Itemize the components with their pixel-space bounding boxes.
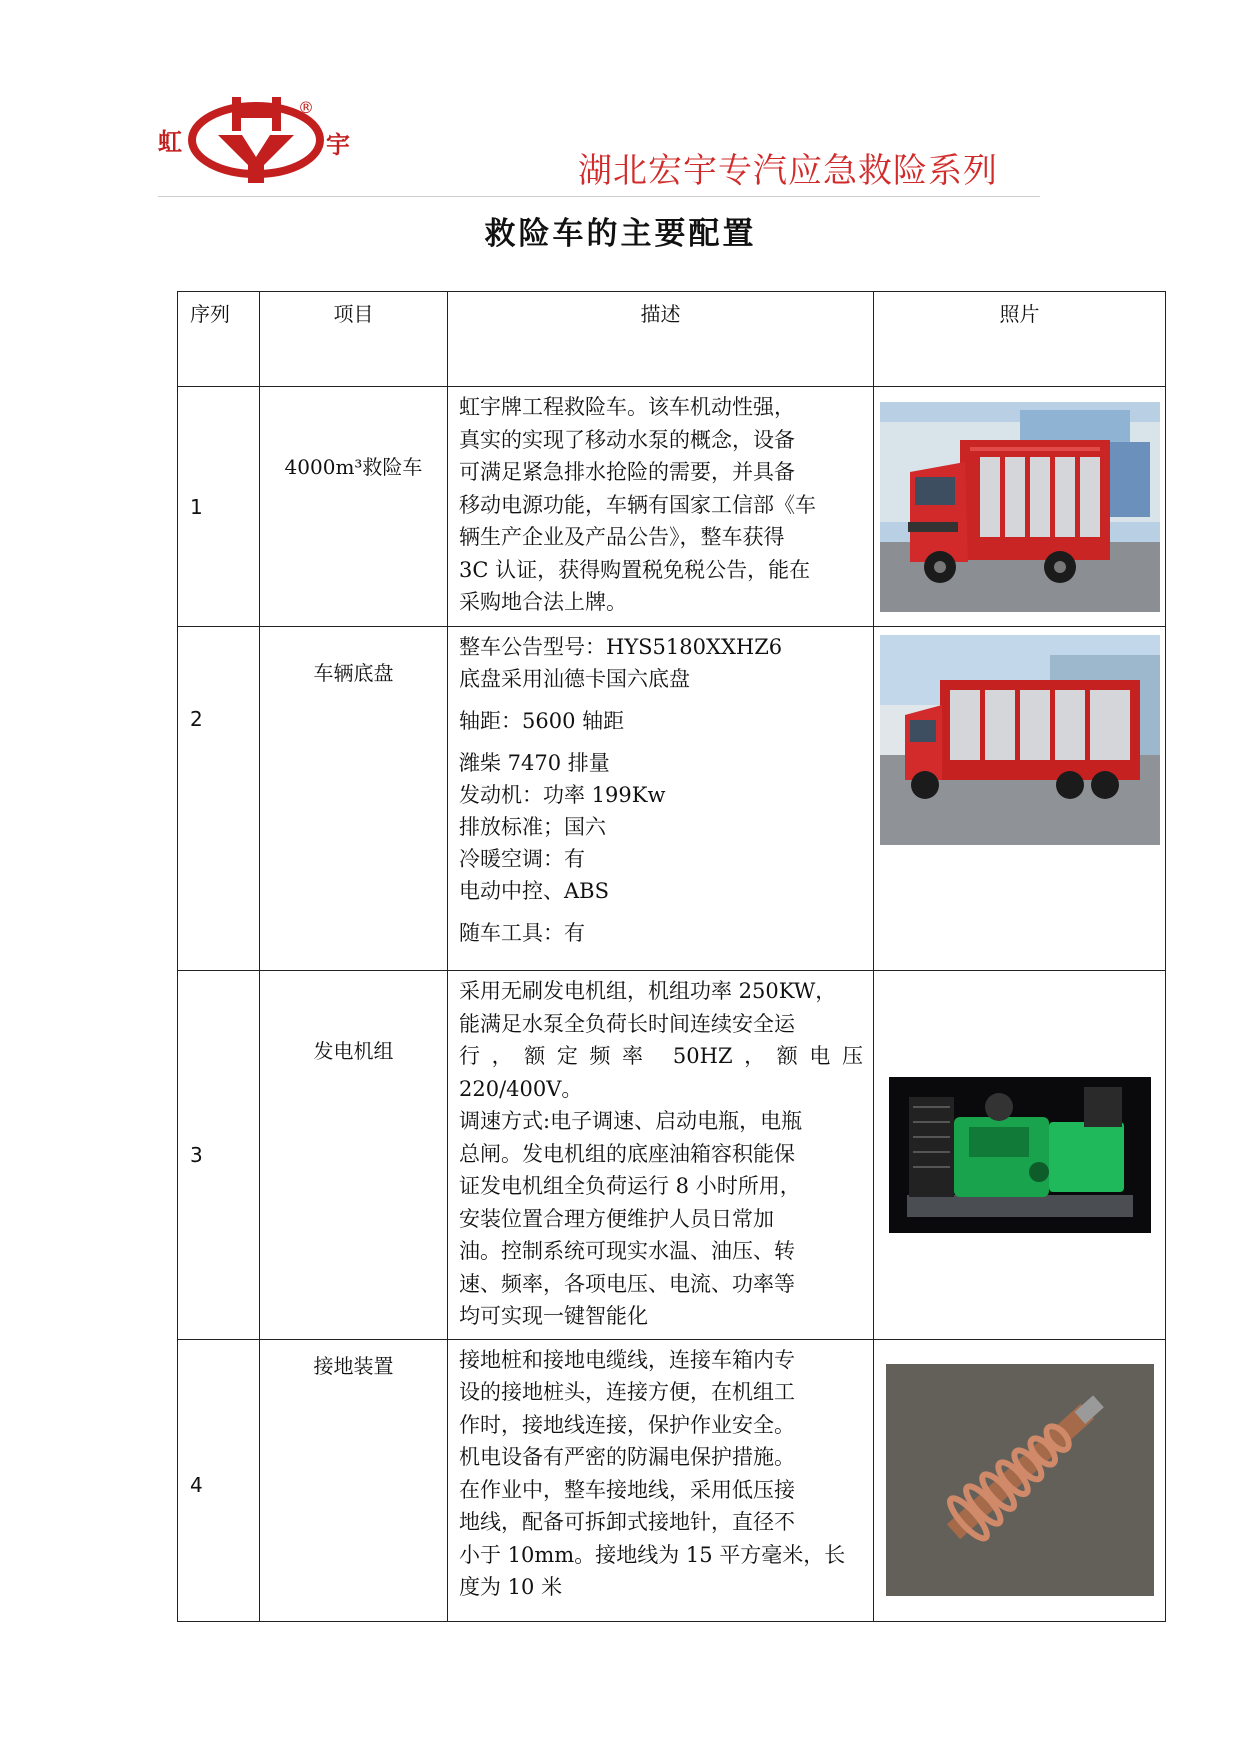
row-no: 4: [178, 1339, 260, 1621]
desc-line: 3C 认证，获得购置税免税公告，能在: [459, 557, 811, 582]
desc-line: 作时，接地线连接，保护作业安全。: [459, 1412, 795, 1437]
desc-line: 行，额定频率 50HZ，额电压 220/400V。: [459, 1044, 863, 1101]
desc-line: 采用无刷发电机组，机组功率 250KW，: [459, 979, 837, 1003]
desc-line: 地线，配备可拆卸式接地针，直径不: [459, 1510, 795, 1534]
desc-line: 随车工具：有: [459, 921, 585, 945]
green-generator-photo: [889, 1077, 1151, 1233]
desc-line: 轴距：5600 轴距: [459, 709, 625, 733]
row-no: 2: [178, 627, 260, 971]
desc-line: 可满足紧急排水抢险的需要，并具备: [459, 460, 795, 484]
desc-line: 潍柴 7470 排量: [459, 751, 610, 775]
grounding-spike-photo: [886, 1364, 1154, 1596]
row-item: 4000m³救险车: [260, 387, 448, 627]
table-row: [178, 1339, 1166, 1621]
desc-line: 辆生产企业及产品公告》，整车获得: [459, 525, 785, 549]
header-desc: 描述: [448, 292, 874, 387]
row-item: 车辆底盘: [260, 627, 448, 971]
config-table: [177, 291, 1166, 1622]
desc-line: 速、频率，各项电压、电流、功率等: [459, 1271, 795, 1296]
logo-right-char: 宇: [326, 130, 350, 159]
row-desc: [448, 387, 874, 627]
row-item: 发电机组: [260, 971, 448, 1340]
desc-line: 排放标准；国六: [459, 815, 606, 839]
document-title: 救险车的主要配置: [484, 216, 757, 252]
logo-left-char: 虹: [158, 127, 182, 156]
desc-line: 均可实现一键智能化: [459, 1304, 648, 1328]
row-desc: [448, 1339, 874, 1621]
desc-line: 虹宇牌工程救险车。该车机动性强，: [459, 395, 795, 419]
table-header-row: [178, 292, 1166, 387]
desc-line: 能满足水泵全负荷长时间连续安全运: [459, 1011, 795, 1036]
desc-line: 设的接地桩头，连接方便，在机组工: [459, 1380, 795, 1404]
series-title: 湖北宏宇专汽应急救险系列: [578, 151, 998, 191]
red-rescue-truck-front-photo: [880, 402, 1160, 612]
row-desc: [448, 971, 874, 1340]
row-photo: [874, 971, 1166, 1340]
desc-line: 底盘采用汕德卡国六底盘: [459, 667, 690, 691]
row-item: 接地装置: [260, 1339, 448, 1621]
desc-line: 证发电机组全负荷运行 8 小时所用，: [459, 1174, 801, 1198]
desc-line: 接地桩和接地电缆线，连接车箱内专: [459, 1347, 795, 1372]
row-photo: [874, 627, 1166, 971]
row-no: 3: [178, 971, 260, 1340]
desc-line: 机电设备有严密的防漏电保护措施。: [459, 1445, 795, 1469]
header-photo: 照片: [874, 292, 1166, 387]
desc-line: 电动中控、ABS: [459, 879, 609, 903]
red-rescue-truck-side-photo: [880, 635, 1160, 845]
row-photo: [874, 1339, 1166, 1621]
header-item: 项目: [260, 292, 448, 387]
desc-line: 冷暖空调：有: [459, 847, 585, 871]
table-row: [178, 971, 1166, 1340]
desc-line: 移动电源功能，车辆有国家工信部《车: [459, 492, 816, 517]
row-desc: [448, 627, 874, 971]
desc-line: 调速方式:电子调速、启动电瓶，电瓶: [459, 1109, 803, 1133]
header-divider: [158, 196, 1040, 197]
row-no: 1: [178, 387, 260, 627]
desc-line: 真实的实现了移动水泵的概念，设备: [459, 427, 795, 452]
table-row: [178, 387, 1166, 627]
row-photo: [874, 387, 1166, 627]
registered-mark: ®: [298, 98, 314, 117]
desc-line: 小于 10mm。接地线为 15 平方毫米，长: [459, 1542, 846, 1567]
desc-line: 油。控制系统可现实水温、油压、转: [459, 1239, 795, 1263]
desc-line: 度为 10 米: [459, 1575, 563, 1599]
desc-line: 总闸。发电机组的底座油箱容积能保: [459, 1141, 795, 1166]
desc-line: 整车公告型号：HYS5180XXHZ6: [459, 635, 783, 659]
header-no: 序列: [178, 292, 260, 387]
company-logo: [158, 95, 358, 195]
desc-line: 在作业中，整车接地线，采用低压接: [459, 1477, 795, 1502]
desc-line: 安装位置合理方便维护人员日常加: [459, 1206, 774, 1231]
table-row: [178, 627, 1166, 971]
desc-line: 发动机：功率 199Kw: [459, 783, 666, 807]
desc-line: 采购地合法上牌。: [459, 590, 627, 614]
